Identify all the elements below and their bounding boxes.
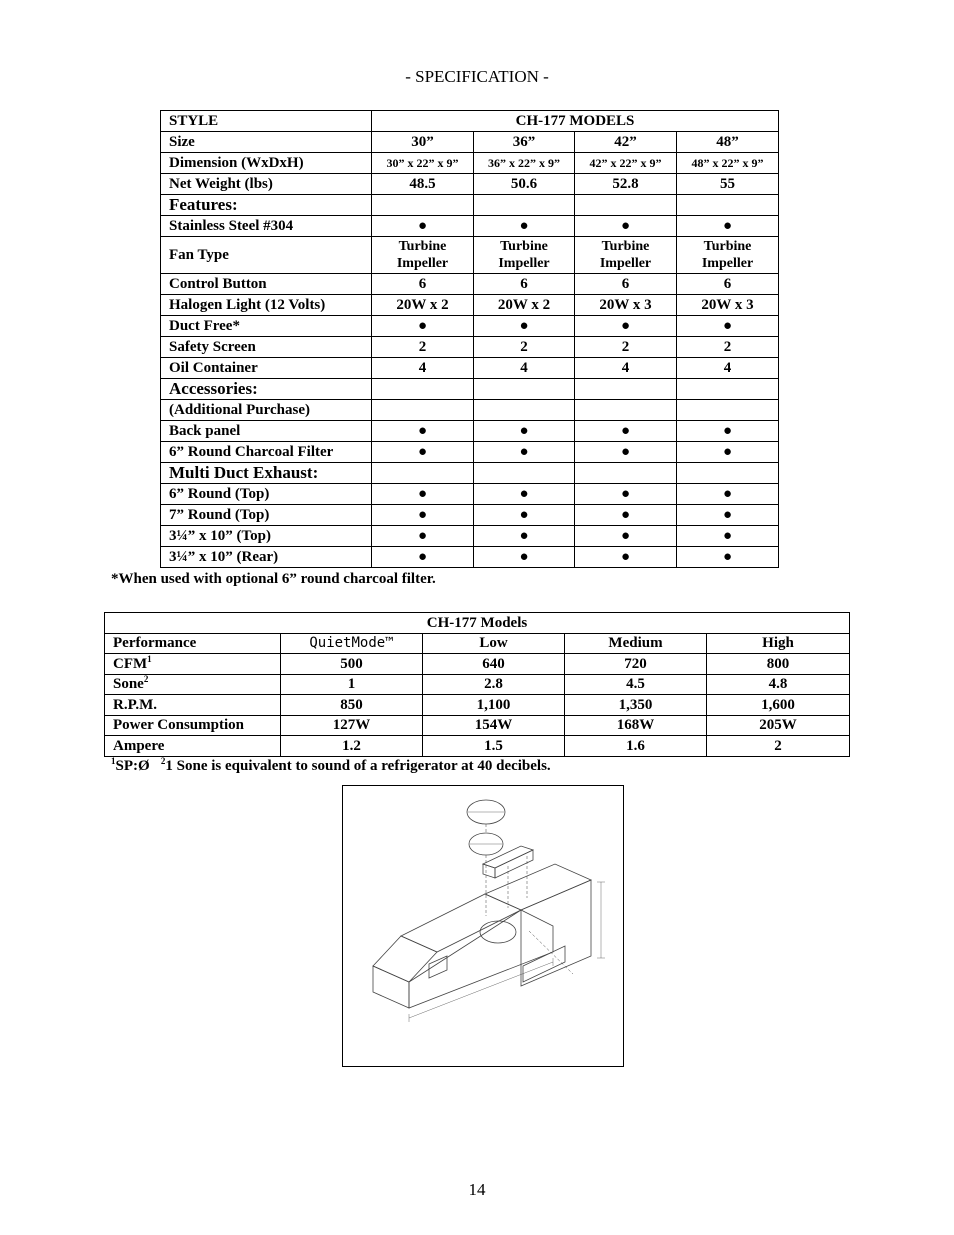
control-cell: 6 (575, 274, 677, 295)
dimension-label: Dimension (WxDxH) (161, 153, 372, 174)
round-6-label: 6” Round (Top) (161, 484, 372, 505)
weight-cell: 52.8 (575, 174, 677, 195)
control-cell: 6 (677, 274, 779, 295)
fan-type-cell: Turbine Impeller (677, 237, 779, 274)
spec-footnote: *When used with optional 6” round charcoal filter. (111, 571, 436, 587)
bullet-icon: ● (575, 547, 677, 568)
additional-purchase-label: (Additional Purchase) (161, 400, 372, 421)
bullet-icon: ● (677, 216, 779, 237)
weight-label: Net Weight (lbs) (161, 174, 372, 195)
rect-rear-label: 3¼” x 10” (Rear) (161, 547, 372, 568)
halogen-cell: 20W x 2 (474, 295, 575, 316)
sone-label: Sone$^2$ (105, 674, 281, 695)
table-row (161, 153, 779, 174)
table-row (161, 463, 779, 484)
bullet-icon: ● (575, 505, 677, 526)
dimension-cell: 42” x 22” x 9” (575, 153, 677, 174)
rpm-cell: 1,100 (423, 695, 565, 716)
bullet-icon: ● (677, 526, 779, 547)
rpm-cell: 1,350 (565, 695, 707, 716)
bullet-icon: ● (474, 316, 575, 337)
sone-cell: 4.8 (707, 674, 850, 695)
ampere-cell: 2 (707, 736, 850, 757)
table-row (161, 111, 779, 132)
table-row (105, 715, 850, 736)
column-header: High (707, 633, 850, 654)
sone-cell: 4.5 (565, 674, 707, 695)
size-label: Size (161, 132, 372, 153)
page-number: 14 (468, 1180, 486, 1199)
control-cell: 6 (372, 274, 474, 295)
features-heading: Features: (161, 195, 372, 216)
duct-free-label: Duct Free* (161, 316, 372, 337)
range-hood-diagram (342, 785, 624, 1067)
table-row (105, 695, 850, 716)
table-row (161, 132, 779, 153)
bullet-icon: ● (474, 442, 575, 463)
bullet-icon: ● (575, 484, 677, 505)
cfm-cell: 800 (707, 654, 850, 675)
table-row (161, 316, 779, 337)
power-cell: 154W (423, 715, 565, 736)
ampere-label: Ampere (105, 736, 281, 757)
oil-cell: 4 (474, 358, 575, 379)
bullet-icon: ● (474, 505, 575, 526)
bullet-icon: ● (677, 484, 779, 505)
dimension-cell: 48” x 22” x 9” (677, 153, 779, 174)
multi-duct-heading: Multi Duct Exhaust: (161, 463, 372, 484)
fan-type-cell: Turbine Impeller (575, 237, 677, 274)
bullet-icon: ● (575, 526, 677, 547)
bullet-icon: ● (474, 526, 575, 547)
sone-cell: 2.8 (423, 674, 565, 695)
table-header-row (105, 633, 850, 654)
table-row (161, 337, 779, 358)
charcoal-filter-label: 6” Round Charcoal Filter (161, 442, 372, 463)
bullet-icon: ● (474, 484, 575, 505)
table-row (161, 379, 779, 400)
table-row (161, 547, 779, 568)
power-cell: 205W (707, 715, 850, 736)
dimension-cell: 30” x 22” x 9” (372, 153, 474, 174)
safety-screen-label: Safety Screen (161, 337, 372, 358)
bullet-icon: ● (372, 526, 474, 547)
ampere-cell: 1.2 (281, 736, 423, 757)
specification-table (160, 110, 779, 568)
table-row (105, 654, 850, 675)
halogen-cell: 20W x 2 (372, 295, 474, 316)
bullet-icon: ● (575, 216, 677, 237)
column-header: Medium (565, 633, 707, 654)
table-row (161, 400, 779, 421)
safety-cell: 2 (677, 337, 779, 358)
bullet-icon: ● (372, 316, 474, 337)
table-row (161, 237, 779, 274)
bullet-icon: ● (575, 442, 677, 463)
power-cell: 127W (281, 715, 423, 736)
bullet-icon: ● (474, 421, 575, 442)
bullet-icon: ● (677, 421, 779, 442)
round-7-label: 7” Round (Top) (161, 505, 372, 526)
bullet-icon: ● (677, 442, 779, 463)
halogen-cell: 20W x 3 (677, 295, 779, 316)
table-row (161, 174, 779, 195)
rpm-label: R.P.M. (105, 695, 281, 716)
weight-cell: 55 (677, 174, 779, 195)
halogen-label: Halogen Light (12 Volts) (161, 295, 372, 316)
safety-cell: 2 (575, 337, 677, 358)
ampere-cell: 1.5 (423, 736, 565, 757)
bullet-icon: ● (372, 216, 474, 237)
fan-type-cell: Turbine Impeller (372, 237, 474, 274)
sone-cell: 1 (281, 674, 423, 695)
oil-cell: 4 (575, 358, 677, 379)
table-row (105, 736, 850, 757)
fan-type-cell: Turbine Impeller (474, 237, 575, 274)
size-cell: 48” (677, 132, 779, 153)
bullet-icon: ● (575, 421, 677, 442)
rpm-cell: 850 (281, 695, 423, 716)
safety-cell: 2 (372, 337, 474, 358)
weight-cell: 50.6 (474, 174, 575, 195)
rect-top-label: 3¼” x 10” (Top) (161, 526, 372, 547)
weight-cell: 48.5 (372, 174, 474, 195)
oil-container-label: Oil Container (161, 358, 372, 379)
power-label: Power Consumption (105, 715, 281, 736)
bullet-icon: ● (677, 505, 779, 526)
cfm-cell: 500 (281, 654, 423, 675)
style-label: STYLE (161, 111, 372, 132)
performance-footnote: $^1$SP:Ø $^2$1 Sone is equivalent to sound of a refrigerator at 40 decibels. (111, 756, 551, 774)
performance-title: CH-177 Models (105, 613, 850, 634)
column-header: Low (423, 633, 565, 654)
bullet-icon: ● (474, 547, 575, 568)
ampere-cell: 1.6 (565, 736, 707, 757)
size-cell: 36” (474, 132, 575, 153)
table-row (161, 484, 779, 505)
stainless-label: Stainless Steel #304 (161, 216, 372, 237)
table-row (161, 195, 779, 216)
rpm-cell: 1,600 (707, 695, 850, 716)
cfm-cell: 640 (423, 654, 565, 675)
accessories-heading: Accessories: (161, 379, 372, 400)
bullet-icon: ● (372, 421, 474, 442)
cfm-cell: 720 (565, 654, 707, 675)
dimension-cell: 36” x 22” x 9” (474, 153, 575, 174)
column-header: Performance (105, 633, 281, 654)
table-row (161, 295, 779, 316)
control-cell: 6 (474, 274, 575, 295)
table-row (161, 274, 779, 295)
models-header: CH-177 MODELS (372, 111, 779, 132)
bullet-icon: ● (372, 547, 474, 568)
back-panel-label: Back panel (161, 421, 372, 442)
table-row (161, 505, 779, 526)
bullet-icon: ● (372, 442, 474, 463)
performance-table (104, 612, 850, 757)
table-row (161, 421, 779, 442)
oil-cell: 4 (677, 358, 779, 379)
column-header: QuietMode™ (281, 633, 423, 654)
table-row (161, 358, 779, 379)
table-row (161, 526, 779, 547)
cfm-label: CFM$^1$ (105, 654, 281, 675)
page-title: - SPECIFICATION - (405, 67, 549, 86)
fan-type-label: Fan Type (161, 237, 372, 274)
bullet-icon: ● (575, 316, 677, 337)
table-row (105, 674, 850, 695)
bullet-icon: ● (474, 216, 575, 237)
power-cell: 168W (565, 715, 707, 736)
halogen-cell: 20W x 3 (575, 295, 677, 316)
range-hood-drawing-icon (343, 786, 623, 1066)
control-button-label: Control Button (161, 274, 372, 295)
oil-cell: 4 (372, 358, 474, 379)
bullet-icon: ● (372, 505, 474, 526)
bullet-icon: ● (677, 316, 779, 337)
safety-cell: 2 (474, 337, 575, 358)
table-row (161, 216, 779, 237)
table-row (105, 613, 850, 634)
bullet-icon: ● (372, 484, 474, 505)
size-cell: 42” (575, 132, 677, 153)
bullet-icon: ● (677, 547, 779, 568)
table-row (161, 442, 779, 463)
size-cell: 30” (372, 132, 474, 153)
